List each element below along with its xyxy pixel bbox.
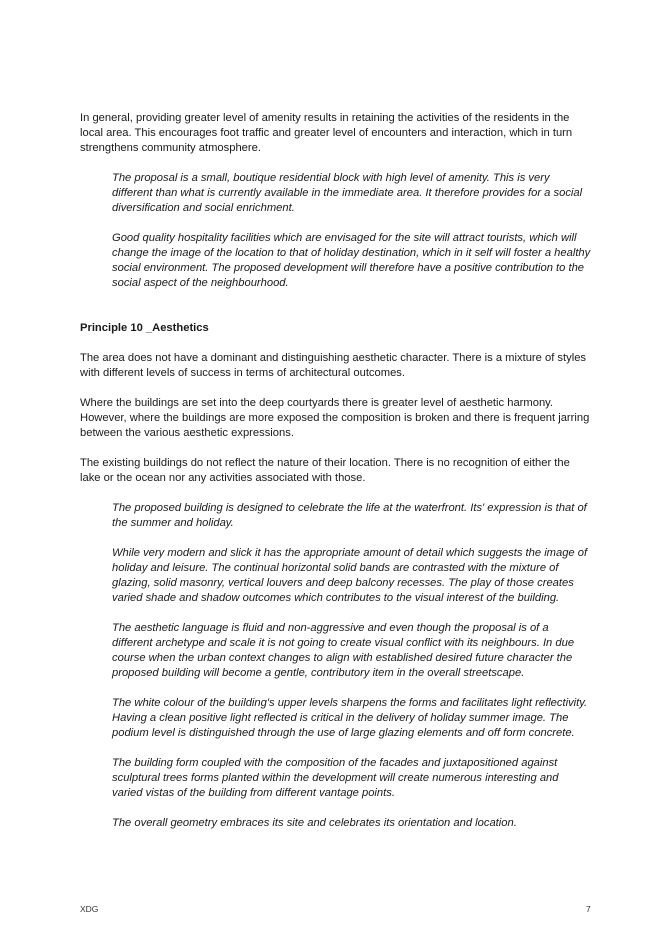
- intro-quote-1: The proposal is a small, boutique residential block with high level of amenity. This is very different than what is currently available in the immediate area. It therefore provides for a social diversification and social enrichment.: [112, 172, 583, 214]
- principle-quote-5: The building form coupled with the composition of the facades and juxtapositioned against sculptural trees forms planted within the development will create numerous interesting and varied vistas of the building from different vantage points.: [112, 757, 559, 799]
- principle-quote-1: The proposed building is designed to celebrate the life at the waterfront. Its' expression is that of the summer and holiday.: [112, 502, 587, 529]
- principle-quote-6: The overall geometry embraces its site and celebrates its orientation and location.: [112, 817, 517, 829]
- principle-quote-2: While very modern and slick it has the appropriate amount of detail which suggests the image of holiday and leisure. The continual horizontal solid bands are contrasted with the mixture of glazing, solid masonry, vertical louvers and deep balcony recesses. The play of those creates varied shade and shadow outcomes which contributes to the visual interest of the building.: [112, 547, 588, 604]
- principle-quote-3: The aesthetic language is fluid and non-aggressive and even though the proposal is of a different archetype and scale it is not going to create visual conflict with its neighbours. In due course when the urban context changes to align with established desired future character the proposed building will become a gentle, contributory item in the overall streetscape.: [112, 622, 575, 679]
- principle-paragraph-3: The existing buildings do not reflect the nature of their location. There is no recognition of either the lake or the ocean nor any activities associated with those.: [80, 457, 570, 484]
- intro-paragraph: In general, providing greater level of amenity results in retaining the activities of the residents in the local area. This encourages foot traffic and greater level of encounters and interaction, which in turn strengthens community atmosphere.: [80, 112, 573, 154]
- principle-paragraph-1: The area does not have a dominant and distinguishing aesthetic character. There is a mixture of styles with different levels of success in terms of architectural outcomes.: [80, 352, 587, 379]
- page-body: [80, 111, 592, 846]
- principle-paragraph-2: Where the buildings are set into the deep courtyards there is greater level of aesthetic harmony. However, where the buildings are more exposed the composition is broken and there is frequent jarring between the various aesthetic expressions.: [80, 397, 590, 439]
- page-number: 7: [586, 904, 591, 914]
- principle-quote-4: The white colour of the building's upper levels sharpens the forms and facilitates light reflectivity. Having a clean positive light reflected is critical in the delivery of holiday summer image. The podium level is distinguished through the use of large glazing elements and off form concrete.: [112, 697, 588, 739]
- footer-brand: XDG: [80, 904, 99, 914]
- section-heading: Principle 10 _Aesthetics: [80, 322, 209, 334]
- intro-quote-2: Good quality hospitality facilities which are envisaged for the site will attract tourists, which will change the image of the location to that of holiday destination, which in it self will foster a healthy social environment. The proposed development will therefore have a positive contribution to the social aspect of the neighbourhood.: [112, 232, 591, 289]
